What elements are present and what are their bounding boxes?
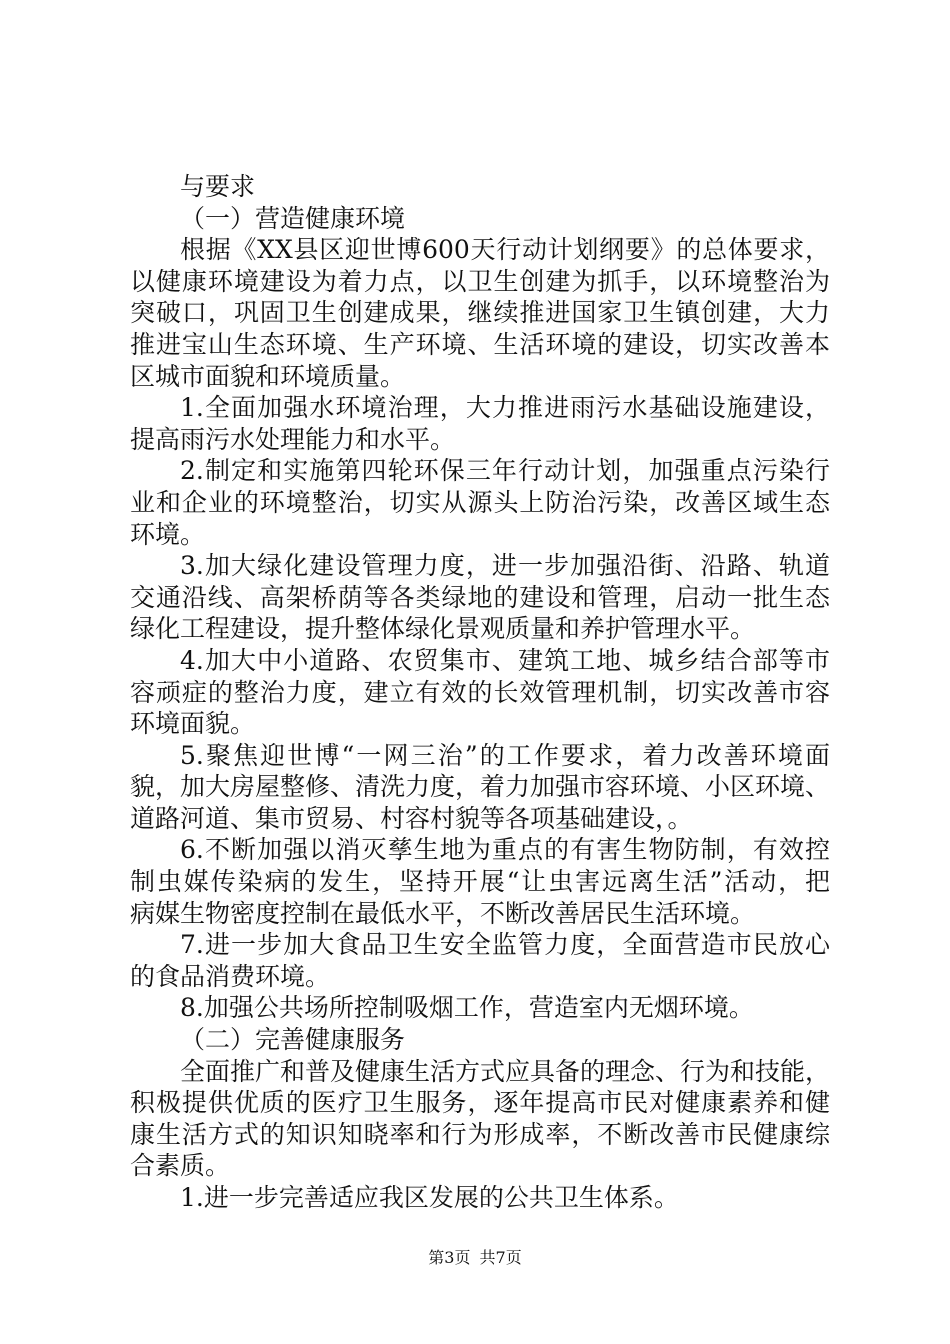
page-footer [0, 1248, 950, 1268]
text-line: 全面推广和普及健康生活方式应具备的理念、行为和技能， [180, 1056, 831, 1086]
text-line: 貌，加大房屋整修、清洗力度，着力加强市容环境、小区环境、 [130, 772, 831, 802]
text-line: 合素质。 [130, 1151, 231, 1181]
text-line: 推进宝山生态环境、生产环境、生活环境的建设，切实改善本 [130, 329, 830, 359]
text-line: 容顽症的整治力度，建立有效的长效管理机制，切实改善市容 [130, 677, 830, 707]
text-line: 以健康环境建设为着力点，以卫生创建为抓手，以环境整治为 [130, 266, 830, 296]
text-line: 8.加强公共场所控制吸烟工作，营造室内无烟环境。 [180, 993, 754, 1023]
text-line: 区城市面貌和环境质量。 [130, 361, 406, 391]
text-line: 突破口，巩固卫生创建成果，继续推进国家卫生镇创建，大力 [130, 298, 830, 328]
text-line: （二）完善健康服务 [180, 1025, 406, 1055]
text-line: 根据《XX县区迎世博600天行动计划纲要》的总体要求， [180, 235, 830, 265]
text-line: 的食品消费环境。 [130, 961, 331, 991]
page-number: 第3页 [428, 1248, 471, 1267]
text-line: 交通沿线、高架桥荫等各类绿地的建设和管理，启动一批生态 [130, 582, 830, 612]
text-line: 提高雨污水处理能力和水平。 [130, 424, 456, 454]
text-line: 积极提供优质的医疗卫生服务，逐年提高市民对健康素养和健 [130, 1088, 830, 1118]
text-line: 4.加大中小道路、农贸集市、建筑工地、城乡结合部等市 [180, 645, 830, 675]
document-body [130, 171, 830, 1214]
text-line: 病媒生物密度控制在最低水平，不断改善居民生活环境。 [130, 898, 756, 928]
text-line: 制虫媒传染病的发生，坚持开展“让虫害远离生活”活动，把 [130, 867, 830, 897]
text-line: 业和企业的环境整治，切实从源头上防治污染，改善区域生态 [130, 487, 830, 517]
text-line: 绿化工程建设，提升整体绿化景观质量和养护管理水平。 [130, 614, 756, 644]
text-line: 1.进一步完善适应我区发展的公共卫生体系。 [180, 1183, 679, 1212]
text-line: （一）营造健康环境 [180, 203, 406, 233]
text-line: 环境。 [130, 519, 206, 549]
text-line: 环境面貌。 [130, 709, 256, 739]
text-line: 6.不断加强以消灭孳生地为重点的有害生物防制，有效控 [180, 835, 830, 865]
text-line: 1.全面加强水环境治理，大力推进雨污水基础设施建设， [180, 393, 830, 423]
text-line: 2.制定和实施第四轮环保三年行动计划，加强重点污染行 [180, 456, 830, 486]
text-line: 3.加大绿化建设管理力度，进一步加强沿街、沿路、轨道 [180, 551, 830, 581]
text-line: 与要求 [180, 172, 256, 201]
text-line: 康生活方式的知识知晓率和行为形成率，不断改善市民健康综 [130, 1119, 830, 1149]
text-line: 道路河道、集市贸易、村容村貌等各项基础建设，。 [130, 803, 693, 833]
text-line: 5.聚焦迎世博“一网三治”的工作要求，着力改善环境面 [180, 740, 830, 770]
page-total: 共7页 [479, 1248, 522, 1267]
text-line: 7.进一步加大食品卫生安全监管力度，全面营造市民放心 [180, 930, 830, 960]
